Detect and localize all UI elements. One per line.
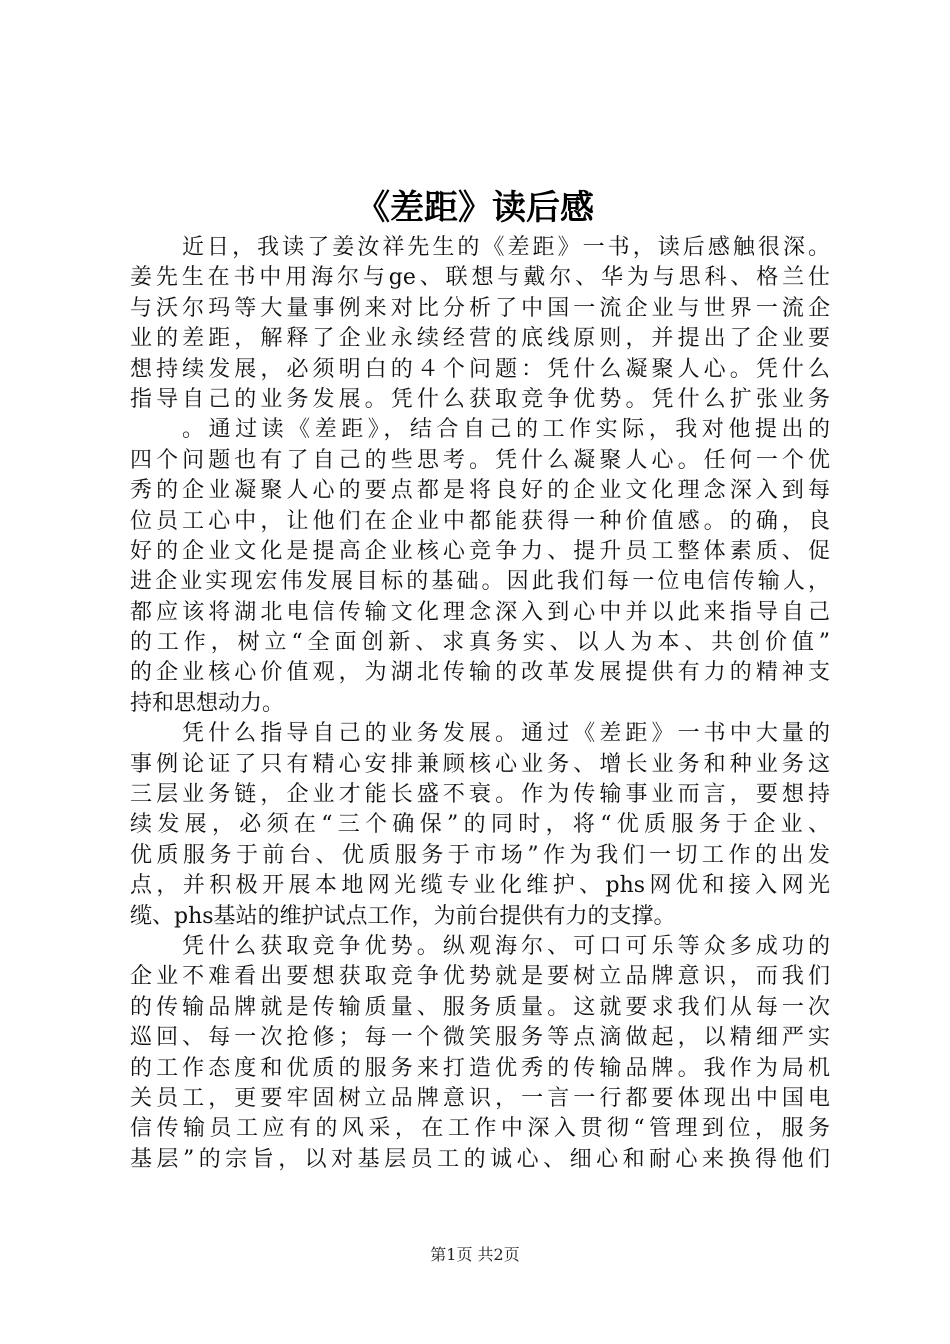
text-line: 的工作，树立“全面创新、求真务实、以人为本、共创价值” [130,630,830,656]
text-line: 的企业核心价值观，为湖北传输的改革发展提供有力的精神支 [130,660,830,686]
text-line: 好的企业文化是提高企业核心竞争力、提升员工整体素质、促 [130,538,830,564]
text-line: 近日，我读了姜汝祥先生的《差距》一书，读后感触很深。 [182,235,830,260]
text-line: 进企业实现宏伟发展目标的基础。因此我们每一位电信传输人， [130,569,830,595]
text-line: 续发展，必须在“三个确保”的同时，将“优质服务于企业、 [130,812,830,838]
text-line: 的传输品牌就是传输质量、服务质量。这就要求我们从每一次 [130,994,830,1020]
text-line: 企业不难看出要想获取竞争优势就是要树立品牌意识，而我们 [130,964,830,990]
text-line: 四个问题也有了自己的些思考。凭什么凝聚人心。任何一个优 [130,447,830,473]
text-line: 凭什么获取竞争优势。纵观海尔、可口可乐等众多成功的 [182,933,830,959]
text-line: 巡回、每一次抢修；每一个微笑服务等点滴做起，以精细严实 [130,1025,830,1051]
text-line: 。通过读《差距》，结合自己的工作实际，我对他提出的 [182,417,830,443]
text-line: 的工作态度和优质的服务来打造优秀的传输品牌。我作为局机 [130,1055,830,1081]
text-line: 持和思想动力。 [130,690,285,716]
text-line: 都应该将湖北电信传输文化理念深入到心中并以此来指导自己 [130,599,830,625]
text-line: 与沃尔玛等大量事例来对比分析了中国一流企业与世界一流企 [130,295,830,321]
text-line: 凭什么指导自己的业务发展。通过《差距》一书中大量的 [182,721,830,747]
text-line: 优质服务于前台、优质服务于市场”作为我们一切工作的出发 [130,842,830,868]
text-line: 点，并积极开展本地网光缆专业化维护、phs网优和接入网光 [130,873,830,899]
text-line: 关员工，更要牢固树立品牌意识，一言一行都要体现出中国电 [130,1085,830,1111]
text-line: 位员工心中，让他们在企业中都能获得一种价值感。的确，良 [130,508,830,534]
text-line: 基层”的宗旨，以对基层员工的诚心、细心和耐心来换得他们 [130,1146,830,1172]
text-line: 想持续发展，必须明白的４个问题：凭什么凝聚人心。凭什么 [130,356,830,382]
text-line: 姜先生在书中用海尔与ge、联想与戴尔、华为与思科、格兰仕 [130,265,830,291]
text-line: 指导自己的业务发展。凭什么获取竞争优势。凭什么扩张业务 [130,386,830,412]
text-line: 秀的企业凝聚人心的要点都是将良好的企业文化理念深入到每 [130,478,830,504]
document-title: 《差距》读后感 [356,188,594,228]
text-line: 事例论证了只有精心安排兼顾核心业务、增长业务和种业务这 [130,751,830,777]
page-number: 第1页 共2页 [430,1245,520,1264]
document-body [130,233,830,1175]
text-line: 缆、phs基站的维护试点工作，为前台提供有力的支撑。 [130,903,676,929]
text-line: 三层业务链，企业才能长盛不衰。作为传输事业而言，要想持 [130,782,830,808]
text-line: 信传输员工应有的风采，在工作中深入贯彻“管理到位，服务 [130,1116,830,1142]
text-line: 业的差距，解释了企业永续经营的底线原则，并提出了企业要 [130,326,830,352]
